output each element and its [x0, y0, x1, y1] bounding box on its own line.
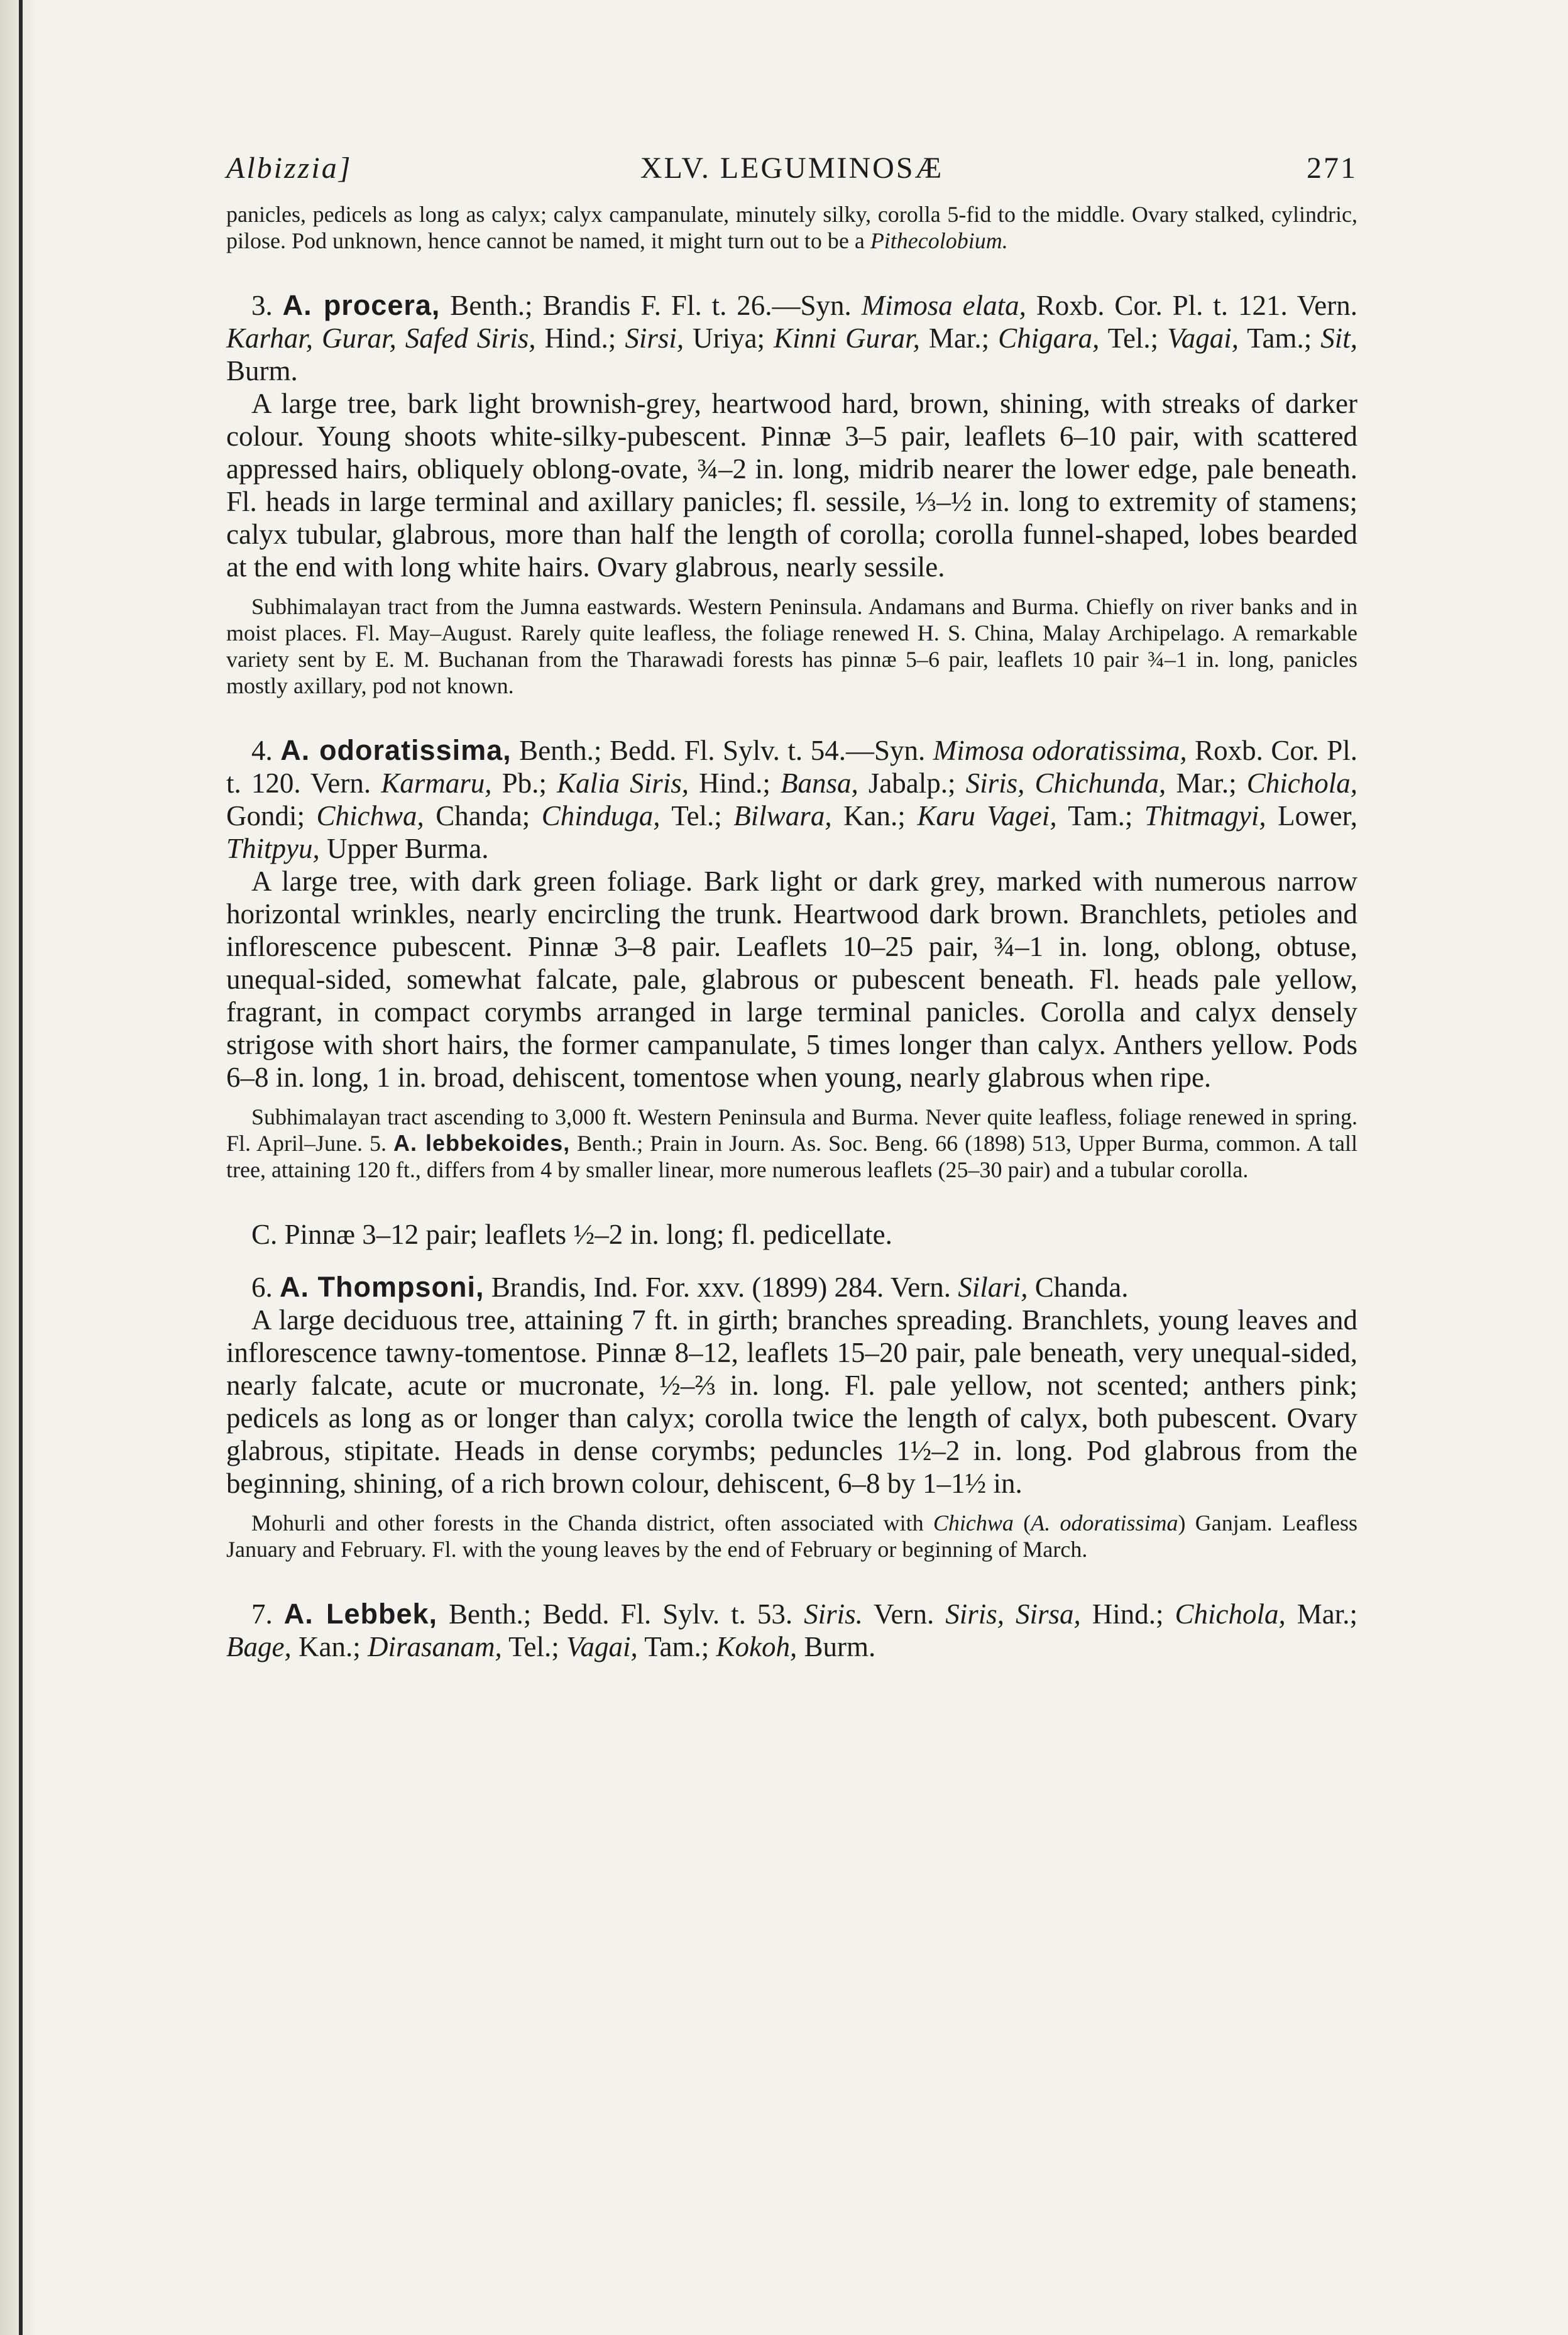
vernacular-region: Burm. — [797, 1631, 876, 1662]
vernacular-region: Hind.; — [1080, 1598, 1175, 1630]
entry-6-heading — [226, 1271, 1357, 1304]
species-name: A. lebbekoides, — [393, 1130, 571, 1156]
header-page-number: 271 — [1307, 151, 1357, 185]
entry-3-description: A large tree, bark light brownish-grey, heartwood hard, brown, shining, with streaks of darker colour. Young shoots white-silky-pubescent. Pinnæ 3–5 pair, leaflets 6–10 pair, with scattered appressed hairs, obliquely oblong-ovate, ¾–2 in. long, midrib nearer the lower edge, pale beneath. Fl. heads in large terminal and axillary panicles; fl. sessile, ⅓–½ in. long to extremity of stamens; calyx tubular, glabrous, more than half the length of corolla; corolla funnel-shaped, lobes bearded at the end with long white hairs. Ovary glabrous, nearly sessile. — [226, 388, 1357, 583]
vernacular: Bansa, — [780, 767, 858, 799]
vernacular: Kalia Siris, — [557, 767, 689, 799]
vernacular: Kokoh, — [716, 1631, 798, 1662]
vernacular-region: Tel.; — [502, 1631, 566, 1662]
vernacular-region: Jabalp.; — [858, 767, 966, 799]
note-text: ) Ganjam. Leafless January and February. Fl. with the young leaves by the end of February or beginning of March. — [226, 1510, 1357, 1562]
entry-6-note — [226, 1510, 1357, 1563]
synonym: Mimosa elata, — [861, 290, 1026, 321]
entry-number: 7. — [251, 1598, 273, 1630]
vernacular: Silari, — [958, 1272, 1028, 1303]
vernacular-region: Tam.; — [1056, 800, 1144, 832]
species-name: A. procera, — [282, 289, 441, 321]
vernacular-region: Upper Burma. — [319, 833, 489, 864]
vernacular-region: Burm. — [226, 355, 298, 387]
page-content — [226, 151, 1357, 1663]
authority: Benth.; Bedd. Fl. Sylv. t. 53. — [437, 1598, 804, 1630]
vernacular-region: Pb.; — [491, 767, 557, 799]
vernacular: Vagai, — [1167, 322, 1239, 354]
vernacular: Kinni Gurar, — [774, 322, 920, 354]
note-italic: Chichwa — [933, 1510, 1014, 1536]
vernacular-region: Mar.; — [1166, 767, 1247, 799]
vernacular: Karu Vagei, — [917, 800, 1057, 832]
vernacular: Bage, — [226, 1631, 292, 1662]
authority: Benth.; Bedd. Fl. Sylv. t. 54.—Syn. — [511, 735, 933, 766]
vernacular: Karhar, Gurar, Safed Siris, — [226, 322, 536, 354]
vernacular-region: Tel.; — [1099, 322, 1168, 354]
authority: Brandis, Ind. For. xxv. (1899) 284. Vern. — [484, 1272, 958, 1303]
entry-number: 4. — [251, 735, 273, 766]
header-genus: Albizzia] — [226, 151, 353, 185]
vernacular: Chinduga, — [541, 800, 661, 832]
vernacular-region: Kan.; — [831, 800, 918, 832]
vernacular: Siris, Sirsa, — [945, 1598, 1081, 1630]
vernacular-region: Hind.; — [535, 322, 625, 354]
vernacular: Thitpyu, — [226, 833, 320, 864]
entry-6-description: A large deciduous tree, attaining 7 ft. in girth; branches spreading. Branchlets, young leaves and inflorescence tawny-tomentose. Pinnæ 8–12, leaflets 15–20 pair, pale beneath, very unequal-sided, nearly falcate, acute or mucronate, ½–⅔ in. long. Fl. pale yellow, not scented; anthers pink; pedicels as long as or longer than calyx; corolla twice the length of calyx, both pubescent. Ovary glabrous, stipitate. Heads in dense corymbs; peduncles 1½–2 in. long. Pod glabrous from the beginning, shining, of a rich brown colour, dehiscent, 6–8 by 1–1½ in. — [226, 1304, 1357, 1499]
species-name: A. Lebbek, — [283, 1598, 438, 1630]
entry-4-note — [226, 1104, 1357, 1183]
header-family: XLV. LEGUMINOSÆ — [640, 151, 944, 185]
vernacular-region: Hind.; — [688, 767, 781, 799]
note-text: Mohurli and other forests in the Chanda district, often associated with — [251, 1510, 933, 1536]
note-text: Subhimalayan tract ascending to 3,000 ft. Western Peninsula and Burma. Never quite leafless, foliage renewed in spring. Fl. April–June. 5. — [226, 1104, 1357, 1156]
vernacular: Sirsi, — [625, 322, 684, 354]
vernacular: Chichola, — [1246, 767, 1357, 799]
vernacular: Thitmagyi, — [1144, 800, 1266, 832]
vernacular: Siris, Chichunda, — [965, 767, 1166, 799]
note-text: Benth.; Prain in Journ. As. Soc. Beng. 66 (1898) 513, Upper Burma, common. A tall tree, attaining 120 ft., differs from 4 by smaller linear, more numerous leaflets (25–30 pair) and a tubular corolla. — [226, 1131, 1357, 1182]
vernacular: Siris. — [804, 1598, 863, 1630]
vernacular-region: Gondi; — [226, 800, 317, 832]
vernacular-region: Tam.; — [1238, 322, 1321, 354]
authority: Benth.; Brandis F. Fl. t. 26.—Syn. — [440, 290, 862, 321]
vernacular: Chichola, — [1175, 1598, 1286, 1630]
top-continuation-note — [226, 201, 1357, 254]
vernacular-region: Mar.; — [1285, 1598, 1358, 1630]
running-header — [226, 151, 1357, 201]
vernacular-region: Chanda. — [1028, 1272, 1129, 1303]
vernacular-region: Lower, — [1266, 800, 1358, 832]
vernacular-region: Uriya; — [684, 322, 774, 354]
entry-4-heading — [226, 734, 1357, 865]
entry-4-description: A large tree, with dark green foliage. Bark light or dark grey, marked with numerous narrow horizontal wrinkles, nearly encircling the trunk. Heartwood dark brown. Branchlets, petioles and inflorescence pubescent. Pinnæ 3–8 pair. Leaflets 10–25 pair, ¾–1 in. long, oblong, obtuse, unequal-sided, somewhat falcate, pale, glabrous or pubescent beneath. Fl. heads pale yellow, fragrant, in compact corymbs arranged in large terminal panicles. Corolla and calyx densely strigose with short hairs, the former campanulate, 5 times longer than calyx. Anthers yellow. Pods 6–8 in. long, 1 in. broad, dehiscent, tomentose when young, nearly glabrous when ripe. — [226, 865, 1357, 1093]
vernacular: Chigara, — [998, 322, 1100, 354]
synonym: Mimosa odoratissima, — [933, 735, 1187, 766]
vernacular-region: Kan.; — [291, 1631, 368, 1662]
vernacular-region: Chanda; — [424, 800, 542, 832]
species-name: A. odoratissima, — [280, 734, 512, 766]
entry-number: 3. — [251, 290, 273, 321]
binding-line — [19, 0, 23, 2335]
entry-7-heading — [226, 1598, 1357, 1663]
vernacular: Karmaru, — [381, 767, 492, 799]
vernacular-region: Mar.; — [919, 322, 999, 354]
entry-3-note: Subhimalayan tract from the Jumna eastwards. Western Peninsula. Andamans and Burma. Chiefly on river banks and in moist places. Fl. May–August. Rarely quite leafless, the foliage renewed H. S. China, Malay Archipelago. A remarkable variety sent by E. M. Buchanan from the Tharawadi forests has pinnæ 5–6 pair, leaflets 10 pair ¾–1 in. long, panicles mostly axillary, pod not known. — [226, 594, 1357, 698]
vernacular: Vagai, — [566, 1631, 638, 1662]
vernacular: Chichwa, — [316, 800, 424, 832]
note-text: ( — [1013, 1510, 1031, 1536]
entry-number: 6. — [251, 1272, 273, 1303]
vernacular: Sit, — [1320, 322, 1357, 354]
top-note-text: panicles, pedicels as long as calyx; calyx campanulate, minutely silky, corolla 5-fid to the middle. Ovary stalked, cylindric, pilose. Pod unknown, hence cannot be named, it might turn out to be a — [226, 202, 1357, 253]
vernacular: Bilwara, — [733, 800, 832, 832]
synonym-authority: Roxb. Cor. Pl. t. 121. Vern. — [1026, 290, 1358, 321]
top-note-italic: Pithecolobium. — [870, 228, 1008, 253]
note-italic: A. odoratissima — [1031, 1510, 1178, 1536]
synonym-authority: Roxb. Cor. Pl. t. 120. Vern. — [226, 735, 1357, 799]
species-name: A. Thompsoni, — [280, 1271, 485, 1303]
vernacular-region: Tam.; — [637, 1631, 716, 1662]
vernacular-region: Tel.; — [660, 800, 734, 832]
vernacular: Dirasanam, — [367, 1631, 502, 1662]
vernacular-region: Vern. — [862, 1598, 946, 1630]
section-c-key: C. Pinnæ 3–12 pair; leaflets ½–2 in. long; fl. pedicellate. — [251, 1219, 892, 1250]
entry-3-heading — [226, 289, 1357, 387]
